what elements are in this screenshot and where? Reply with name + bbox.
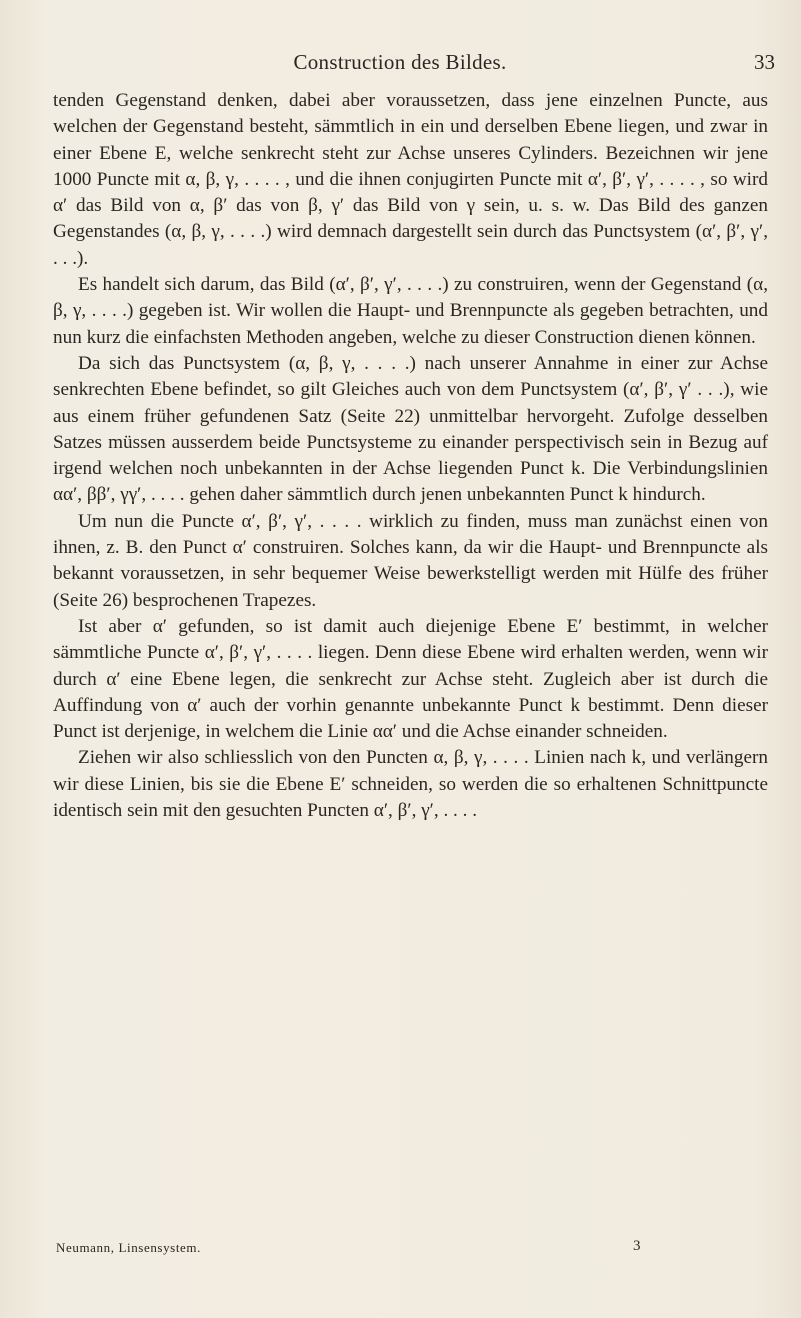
paragraph: Es handelt sich darum, das Bild (α′, β′, γ′, . . . .) zu construiren, wenn der Gegenstand (α, β, γ, . . . .) gegeben ist. Wir wollen die Haupt- und Brennpuncte als gegeben betrachten, und nun kurz die einfachsten Methoden angeben, welche zu dieser Construction dienen können.	[53, 274, 768, 348]
paragraph: Ziehen wir also schliesslich von den Puncten α, β, γ, . . . . Linien nach k, und verlängern wir diese Linien, bis sie die Ebene E′ schneiden, so werden die so erhaltenen Schnittpuncte identisch sein mit den gesuchten Puncten α′, β′, γ′, . . . .	[53, 747, 768, 822]
paragraph: Ist aber α′ gefunden, so ist damit auch diejenige Ebene E′ bestimmt, in welcher sämmtliche Puncte α′, β′, γ′, . . . . liegen. Denn diese Ebene wird erhalten werden, wenn wir durch α′ eine Ebene legen, die senkrecht zur Achse steht. Zugleich aber ist durch die Auffindung von α′ auch der vorhin genannte unbekannte Punct k bestimmt. Denn dieser Punct ist derjenige, in welchem die Linie αα′ und die Achse einander schneiden.	[53, 615, 768, 743]
paragraph: Um nun die Puncte α′, β′, γ′, . . . . wirklich zu finden, muss man zunächst einen von ihnen, z. B. den Punct α′ construiren. Solches kann, da wir die Haupt- und Brennpuncte als bekannt voraussetzen, in sehr bequemer Weise bewerkstelligt werden mit Hülfe des früher (Seite 26) besprochenen Trapezes.	[53, 510, 768, 611]
page-footer	[53, 1238, 768, 1260]
paragraph: Da sich das Punctsystem (α, β, γ, . . . .) nach unserer Annahme in einer zur Achse senkrechten Ebene befindet, so gilt Gleiches auch von dem Punctsystem (α′, β′, γ′ . . .), wie aus einem früher gefundenen Satz (Seite 22) unmittelbar hervorgeht. Zufolge desselben Satzes müssen ausserdem beide Punctsysteme zu einander perspectivisch sein in Bezug auf irgend welchen noch unbekannten in der Achse liegenden Punct k. Die Verbindungslinien αα′, ββ′, γγ′, . . . . gehen daher sämmtlich durch jenen unbekannten Punct k hindurch.	[53, 352, 768, 506]
page-number: 33	[754, 50, 775, 74]
sheet-number: 3	[633, 1238, 641, 1254]
printer-signature: Neumann, Linsensystem.	[56, 1240, 201, 1255]
paragraph-continuation: tenden Gegenstand denken, dabei aber voraussetzen, dass jene einzelnen Puncte, aus welchen der Gegenstand besteht, sämmtlich in ein und derselben Ebene liegen, und zwar in einer Ebene E, welche senkrecht steht zur Achse unseres Cylinders. Bezeichnen wir jene 1000 Puncte mit α, β, γ, . . . . , und die ihnen conjugirten Puncte mit α′, β′, γ′, . . . . , so wird α′ das Bild von α, β′ das von β, γ′ das Bild von γ sein, u. s. w. Das Bild des ganzen Gegenstandes (α, β, γ, . . . .) wird demnach dargestellt sein durch das Punctsystem (α′, β′, γ′, . . .).	[53, 90, 768, 269]
running-title: Construction des Bildes.	[293, 50, 507, 74]
body-text	[53, 88, 768, 824]
running-head	[0, 50, 801, 80]
